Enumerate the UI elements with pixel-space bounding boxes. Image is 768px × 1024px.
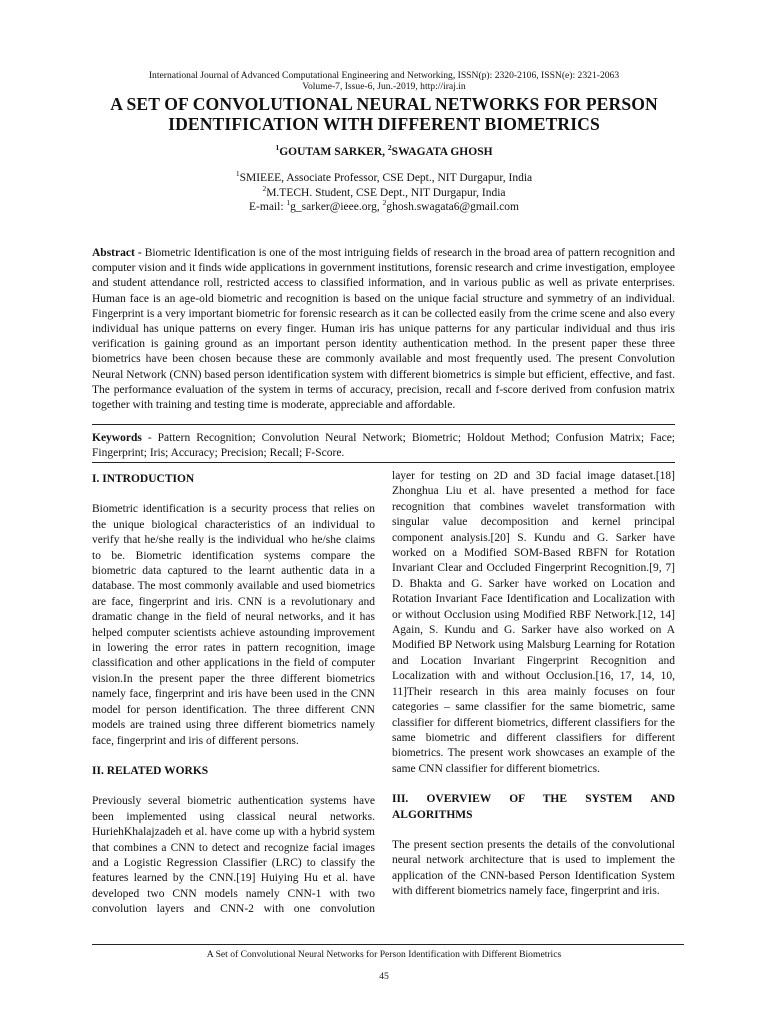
divider-bottom (92, 462, 675, 463)
author-2-name: SWAGATA GHOSH (391, 146, 493, 158)
email-1-mark: 1 (286, 198, 291, 208)
title-line-1: A SET OF CONVOLUTIONAL NEURAL NETWORKS FOR PERSON (110, 94, 658, 114)
keywords (92, 431, 675, 461)
affiliations (60, 171, 708, 215)
introduction-text: Biometric identification is a security process that relies on the unique biological characteristics of an individual to verify that he/she really is the individual who he/she claims to be. Biometric identification systems compare the biometric data captured to the learnt authentic data in a database. The most commonly available and used biometrics are face, fingerprint and iris. CNN is a revolutionary and dramatic change in the field of neural networks, and it has helped computer scientists achieve astounding improvement in lowering the error rates in pattern recognition, image classification and other applications in the field of computer vision.In the present paper the three different biometrics namely face, fingerprint and iris have been used in the CNN model for person identification. The three different CNN models are trained using three different biometrics namely face, fingerprint and iris of different persons. (92, 503, 375, 747)
email-2-mark: 2 (382, 198, 387, 208)
affiliation-1 (60, 171, 708, 186)
abstract (92, 246, 675, 413)
email-1: g_sarker@ieee.org, (290, 201, 383, 213)
introduction-heading: I. INTRODUCTION (92, 473, 195, 485)
email-prefix: E-mail: (249, 201, 287, 213)
keywords-label: Keywords (92, 432, 142, 444)
author-1-mark: 1 (275, 143, 280, 153)
abstract-label: Abstract - (92, 247, 145, 259)
volume-header: Volume-7, Issue-6, Jun.-2019, http://iraj.in (302, 81, 466, 92)
right-column (392, 469, 675, 900)
author-2-mark: 2 (387, 143, 392, 153)
overview-heading: III. OVERVIEW OF THE SYSTEM AND ALGORITHMS (392, 793, 675, 821)
affiliation-2-text: M.TECH. Student, CSE Dept., NIT Durgapur, India (266, 186, 506, 199)
paper-title (60, 94, 708, 134)
footer-divider (92, 944, 684, 945)
affiliation-1-mark: 1 (235, 169, 240, 179)
affiliation-1-text: SMIEEE, Associate Professor, CSE Dept., NIT Durgapur, India (239, 172, 533, 184)
title-line-2: IDENTIFICATION WITH DIFFERENT BIOMETRICS (168, 114, 600, 134)
overview-text: The present section presents the details of the convolutional neural network architecture that is used to implement the application of the CNN-based Person Identification System with different biometrics namely face, fingerprint and iris. (392, 838, 675, 898)
page-number: 45 (379, 971, 389, 982)
keywords-text: - Pattern Recognition; Convolution Neural Network; Biometric; Holdout Method; Confusion Matrix; Face; Fingerprint; Iris; Accuracy; Precision; Recall; F-Score. (92, 432, 675, 460)
email-line (60, 200, 708, 215)
abstract-text: Biometric Identification is one of the most intriguing fields of research in the broad area of pattern recognition and computer vision and it finds wide applications in government institutions, forensic research and crime investigation, employee and student attendance roll, restricted access to classified information, and in various public as well as private enterprises. Human face is an age-old biometric and recognition is based on the unique facial structure and symmetry of an individual. Fingerprint is a very important biometric for forensic research as it can be collected easily from the crime scene and also every individual has unique patterns on every finger. Human iris has unique patterns for any particular individual and thus iris verification is gaining ground as an important person identity authentication method. In the present paper these three biometrics have been chosen because these are commonly available and most frequently used. The present Convolution Neural Network (CNN) based person identification system with different biometrics is simple but efficient, effective, and fast. The performance evaluation of the system in terms of accuracy, precision, recall and f-score derived from confusion matrix together with training and testing time is moderate, appreciable and affordable. (92, 247, 675, 412)
email-2: ghosh.swagata6@gmail.com (386, 201, 519, 213)
divider-top (92, 424, 675, 425)
running-title: A Set of Convolutional Neural Networks for Person Identification with Different Biometrics (206, 949, 562, 960)
related-works-heading: II. RELATED WORKS (92, 764, 209, 777)
affiliation-2-mark: 2 (262, 183, 267, 193)
author-list (60, 143, 708, 158)
related-works-text: Previously several biometric authentication systems have been implemented using classical neural networks. HuriehKhalajzadeh et al. have come up with a hybrid system that combines a CNN to detect and recognize facial images and a Logistic Regression Classifier (LRC) to classify the features learned by the CNN.[19] Huiying Hu et al. have developed two CNN models namely CNN-1 with two convolution layers and CNN-2 with one convolution (92, 795, 375, 916)
left-column (92, 472, 375, 918)
journal-header: International Journal of Advanced Computational Engineering and Networking, ISSN(p): 2320-2106, ISSN(e): 2321-2063 (148, 70, 620, 81)
related-works-continued: layer for testing on 2D and 3D facial image dataset.[18] Zhonghua Liu et al. have presented a method for face recognition that combines wavelet transformation with singular value decomposition and kernel principal component analysis.[20] S. Kundu and G. Sarker have worked on a Modified SOM-Based RBFN for Rotation Invariant Clear and Occluded Fingerprint Recognition.[9, 7] D. Bhakta and G. Sarker have worked on Location and Rotation Invariant Face Identification and Localization with or without Occlusion using Modified RBF Network.[12, 14] Again, S. Kundu and G. Sarker have also worked on A Modified BP Network using Malsburg Learning for Rotation and Location Invariant Fingerprint Recognition and Localization with and without Occlusion.[16, 17, 14, 10, 11]Their research in this area mainly focuses on four categories – same classifier for the same biometric, same classifier for different biometrics, different classifiers for the same biometric and different classifiers for different biometrics. The present work showcases an example of the same CNN classifier for different biometrics. (392, 470, 675, 775)
author-1-name: GOUTAM SARKER, (279, 146, 388, 158)
